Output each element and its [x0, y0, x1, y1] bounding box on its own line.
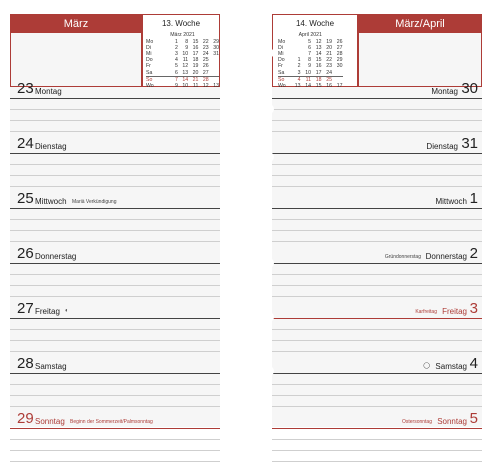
date-cell: 27	[336, 45, 343, 52]
date-cell: 10	[182, 51, 189, 58]
punch-hole	[264, 258, 274, 268]
date-cell: 30	[336, 63, 343, 70]
holiday-note: Mariä Verkündigung	[72, 199, 117, 205]
day-name: Freitag	[442, 307, 467, 316]
writing-line	[272, 175, 482, 176]
date-cell: 9	[185, 45, 189, 52]
day-number: 31	[461, 135, 478, 152]
date-cell	[209, 70, 219, 77]
date-cell: 16	[326, 82, 332, 89]
date-cell: 6	[168, 70, 178, 77]
writing-line	[10, 285, 220, 286]
day-name: Samstag	[35, 362, 67, 371]
day-rule	[272, 263, 482, 264]
date-cell	[158, 76, 168, 83]
holiday-note: Gründonnerstag	[384, 254, 421, 260]
week-title: 14. Woche	[295, 19, 335, 28]
date-cell: 20	[188, 70, 198, 77]
holiday-note: Beginn der Sommerzeit/Palmsonntag	[70, 419, 153, 425]
date-cell: 5	[308, 39, 311, 46]
day-rule	[272, 318, 482, 319]
writing-line	[272, 274, 482, 275]
date-cell: 25	[202, 57, 209, 64]
date-cell: 2	[297, 63, 301, 70]
writing-line	[272, 186, 482, 187]
day-number: 2	[469, 245, 478, 262]
notes-box	[358, 33, 482, 87]
day-block	[272, 355, 482, 417]
day-number: 1	[469, 190, 478, 207]
day-number: 29	[17, 410, 34, 427]
writing-line	[10, 384, 220, 385]
day-rule	[10, 428, 220, 429]
day-number: 23	[17, 80, 34, 97]
punch-hole	[264, 366, 274, 376]
day-number: 5	[469, 410, 478, 427]
date-cell: 30	[213, 45, 219, 52]
date-cell: 5	[175, 63, 178, 70]
writing-line	[272, 164, 482, 165]
weekday-label: Wo	[278, 82, 286, 89]
date-cell: 22	[326, 57, 332, 64]
weekday-label: Mi	[146, 51, 152, 58]
moon-phase-icon: ◐	[65, 308, 69, 314]
date-cell: 9	[175, 82, 178, 89]
month-title: März	[63, 18, 89, 30]
day-block	[10, 410, 220, 472]
weekday-label: Sa	[278, 70, 290, 77]
date-cell: 31	[213, 51, 219, 58]
writing-line	[10, 219, 220, 220]
weekday-label: Fr	[278, 63, 283, 70]
day-rule	[272, 373, 482, 374]
date-cell: 7	[175, 76, 178, 83]
punch-hole	[226, 152, 236, 162]
date-cell: 19	[326, 39, 332, 46]
date-cell: 16	[192, 45, 199, 52]
day-number: 24	[17, 135, 34, 152]
writing-line	[10, 296, 220, 297]
day-name: Mittwoch	[435, 197, 467, 206]
writing-line	[10, 230, 220, 231]
day-block	[10, 190, 220, 252]
day-name: Dienstag	[35, 142, 67, 151]
day-rule	[272, 98, 482, 99]
week-box	[142, 14, 220, 87]
weekday-label: Di	[146, 45, 151, 52]
date-cell: 4	[175, 57, 178, 64]
date-cell: 15	[315, 57, 322, 64]
day-block	[10, 355, 220, 417]
day-number: 26	[17, 245, 34, 262]
date-cell: 8	[308, 57, 311, 64]
date-cell: 10	[182, 82, 189, 89]
date-cell: 6	[308, 45, 311, 52]
date-cell: 2	[175, 45, 178, 52]
mini-calendar-caption: April 2021	[298, 32, 322, 38]
date-cell: 27	[198, 70, 208, 77]
date-cell	[158, 70, 168, 77]
punch-hole	[226, 312, 236, 322]
writing-line	[272, 285, 482, 286]
writing-line	[272, 450, 482, 451]
day-name: Donnerstag	[35, 252, 77, 261]
week-box	[272, 14, 358, 87]
writing-line	[10, 109, 220, 110]
weekday-label: Mo	[146, 39, 154, 46]
writing-line	[272, 219, 482, 220]
date-cell: 12	[202, 82, 209, 89]
date-cell: 1	[297, 57, 301, 64]
weekday-label: Do	[278, 57, 285, 64]
date-cell: 28	[336, 51, 343, 58]
day-rule	[272, 428, 482, 429]
punch-hole	[264, 152, 274, 162]
day-rule	[10, 98, 220, 99]
writing-line	[272, 439, 482, 440]
week-title: 13. Woche	[161, 19, 201, 28]
writing-line	[10, 395, 220, 396]
date-cell: 25	[326, 76, 332, 83]
writing-line	[10, 351, 220, 352]
date-cell: 13	[294, 82, 301, 89]
right-page	[272, 14, 482, 427]
writing-line	[10, 450, 220, 451]
writing-line	[272, 340, 482, 341]
day-number: 28	[17, 355, 34, 372]
moon-phase-icon: ◯	[423, 363, 430, 369]
date-cell: 21	[192, 76, 199, 83]
writing-line	[10, 175, 220, 176]
left-page	[10, 14, 220, 427]
holiday-note: Ostersonntag	[401, 419, 432, 425]
writing-line	[272, 395, 482, 396]
writing-line	[272, 241, 482, 242]
date-cell: 10	[301, 70, 312, 77]
day-block	[272, 245, 482, 307]
mini-calendar-caption: März 2021	[170, 32, 195, 38]
day-name: Montag	[35, 87, 62, 96]
writing-line	[10, 274, 220, 275]
date-cell: 4	[297, 76, 301, 83]
punch-hole	[226, 104, 236, 114]
date-cell: 20	[326, 45, 332, 52]
mini-calendar	[278, 32, 343, 89]
date-cell: 28	[202, 76, 209, 83]
day-rule	[10, 373, 220, 374]
weekday-label: Mi	[278, 51, 284, 58]
date-cell: 3	[290, 70, 301, 77]
date-cell: 24	[322, 70, 333, 77]
date-cell	[209, 76, 219, 83]
day-rule	[10, 208, 220, 209]
writing-line	[272, 329, 482, 330]
punch-hole	[226, 366, 236, 376]
writing-line	[10, 186, 220, 187]
writing-line	[272, 351, 482, 352]
date-cell: 15	[315, 82, 322, 89]
day-name: Sonntag	[437, 417, 467, 426]
date-cell: 7	[308, 51, 311, 58]
day-rule	[10, 153, 220, 154]
month-title: März/April	[395, 18, 445, 30]
date-cell: 26	[336, 39, 343, 46]
date-cell: 13	[178, 70, 188, 77]
punch-hole	[264, 104, 274, 114]
writing-line	[10, 439, 220, 440]
date-cell: 16	[315, 63, 322, 70]
date-cell: 9	[308, 63, 311, 70]
day-name: Donnerstag	[425, 252, 467, 261]
day-name: Samstag	[435, 362, 467, 371]
date-cell: 13	[213, 82, 219, 89]
date-cell: 3	[175, 51, 178, 58]
day-block	[10, 245, 220, 307]
writing-line	[10, 461, 220, 462]
writing-line	[272, 120, 482, 121]
date-cell: 17	[192, 51, 199, 58]
punch-hole	[264, 48, 274, 58]
date-cell: 14	[182, 76, 189, 83]
left-header	[10, 14, 220, 87]
mini-calendar	[146, 32, 219, 89]
date-cell: 12	[182, 63, 189, 70]
date-cell: 18	[192, 57, 199, 64]
punch-hole	[226, 258, 236, 268]
writing-line	[10, 329, 220, 330]
weekday-label: Do	[146, 57, 153, 64]
writing-line	[10, 340, 220, 341]
writing-line	[272, 384, 482, 385]
date-cell: 17	[311, 70, 322, 77]
writing-line	[10, 241, 220, 242]
date-cell: 14	[305, 82, 311, 89]
writing-line	[10, 120, 220, 121]
date-cell: 29	[336, 57, 343, 64]
month-banner	[358, 14, 482, 33]
day-number: 4	[469, 355, 478, 372]
weekday-label: Wo	[146, 82, 154, 89]
writing-line	[10, 131, 220, 132]
day-number: 30	[461, 80, 478, 97]
date-cell	[332, 76, 343, 83]
day-name: Sonntag	[35, 417, 65, 426]
date-cell: 26	[202, 63, 209, 70]
day-number: 25	[17, 190, 34, 207]
date-cell: 8	[185, 39, 189, 46]
right-header	[272, 14, 482, 87]
day-number: 27	[17, 300, 34, 317]
date-cell: 18	[315, 76, 322, 83]
date-cell: 11	[305, 76, 311, 83]
date-cell: 11	[193, 82, 199, 89]
writing-line	[272, 230, 482, 231]
notes-box	[10, 33, 142, 87]
writing-line	[10, 164, 220, 165]
punch-hole	[226, 48, 236, 58]
date-cell: 24	[202, 51, 209, 58]
day-block	[272, 190, 482, 252]
date-cell: 21	[326, 51, 332, 58]
date-cell: 14	[315, 51, 322, 58]
writing-line	[10, 406, 220, 407]
day-block	[272, 410, 482, 472]
weekday-label: Fr	[146, 63, 151, 70]
date-cell: 17	[336, 82, 343, 89]
date-cell: 23	[326, 63, 332, 70]
date-cell: 13	[315, 45, 322, 52]
day-name: Dienstag	[426, 142, 458, 151]
day-rule	[272, 153, 482, 154]
writing-line	[272, 406, 482, 407]
writing-line	[272, 131, 482, 132]
day-block	[10, 135, 220, 197]
date-cell: 15	[192, 39, 199, 46]
weekday-label: So	[146, 76, 153, 83]
day-block	[10, 300, 220, 362]
date-cell: 29	[213, 39, 219, 46]
holiday-note: Karfreitag	[415, 309, 437, 315]
day-block	[272, 135, 482, 197]
date-cell: 19	[192, 63, 199, 70]
day-name: Montag	[431, 87, 458, 96]
date-cell: 22	[202, 39, 209, 46]
date-cell: 11	[182, 57, 189, 64]
day-number: 3	[469, 300, 478, 317]
weekday-label: Mo	[278, 39, 286, 46]
day-rule	[272, 208, 482, 209]
punch-hole	[264, 312, 274, 322]
date-cell	[332, 70, 343, 77]
weekday-label: Sa	[146, 70, 158, 77]
date-cell: 23	[202, 45, 209, 52]
day-name: Mittwoch	[35, 197, 67, 206]
day-name: Freitag	[35, 307, 60, 316]
date-cell: 1	[175, 39, 178, 46]
day-block	[272, 300, 482, 362]
month-banner	[10, 14, 142, 33]
date-cell: 12	[315, 39, 322, 46]
writing-line	[272, 296, 482, 297]
writing-line	[272, 109, 482, 110]
weekday-label: So	[278, 76, 285, 83]
day-rule	[10, 318, 220, 319]
weekday-label: Di	[278, 45, 283, 52]
writing-line	[272, 461, 482, 462]
day-rule	[10, 263, 220, 264]
